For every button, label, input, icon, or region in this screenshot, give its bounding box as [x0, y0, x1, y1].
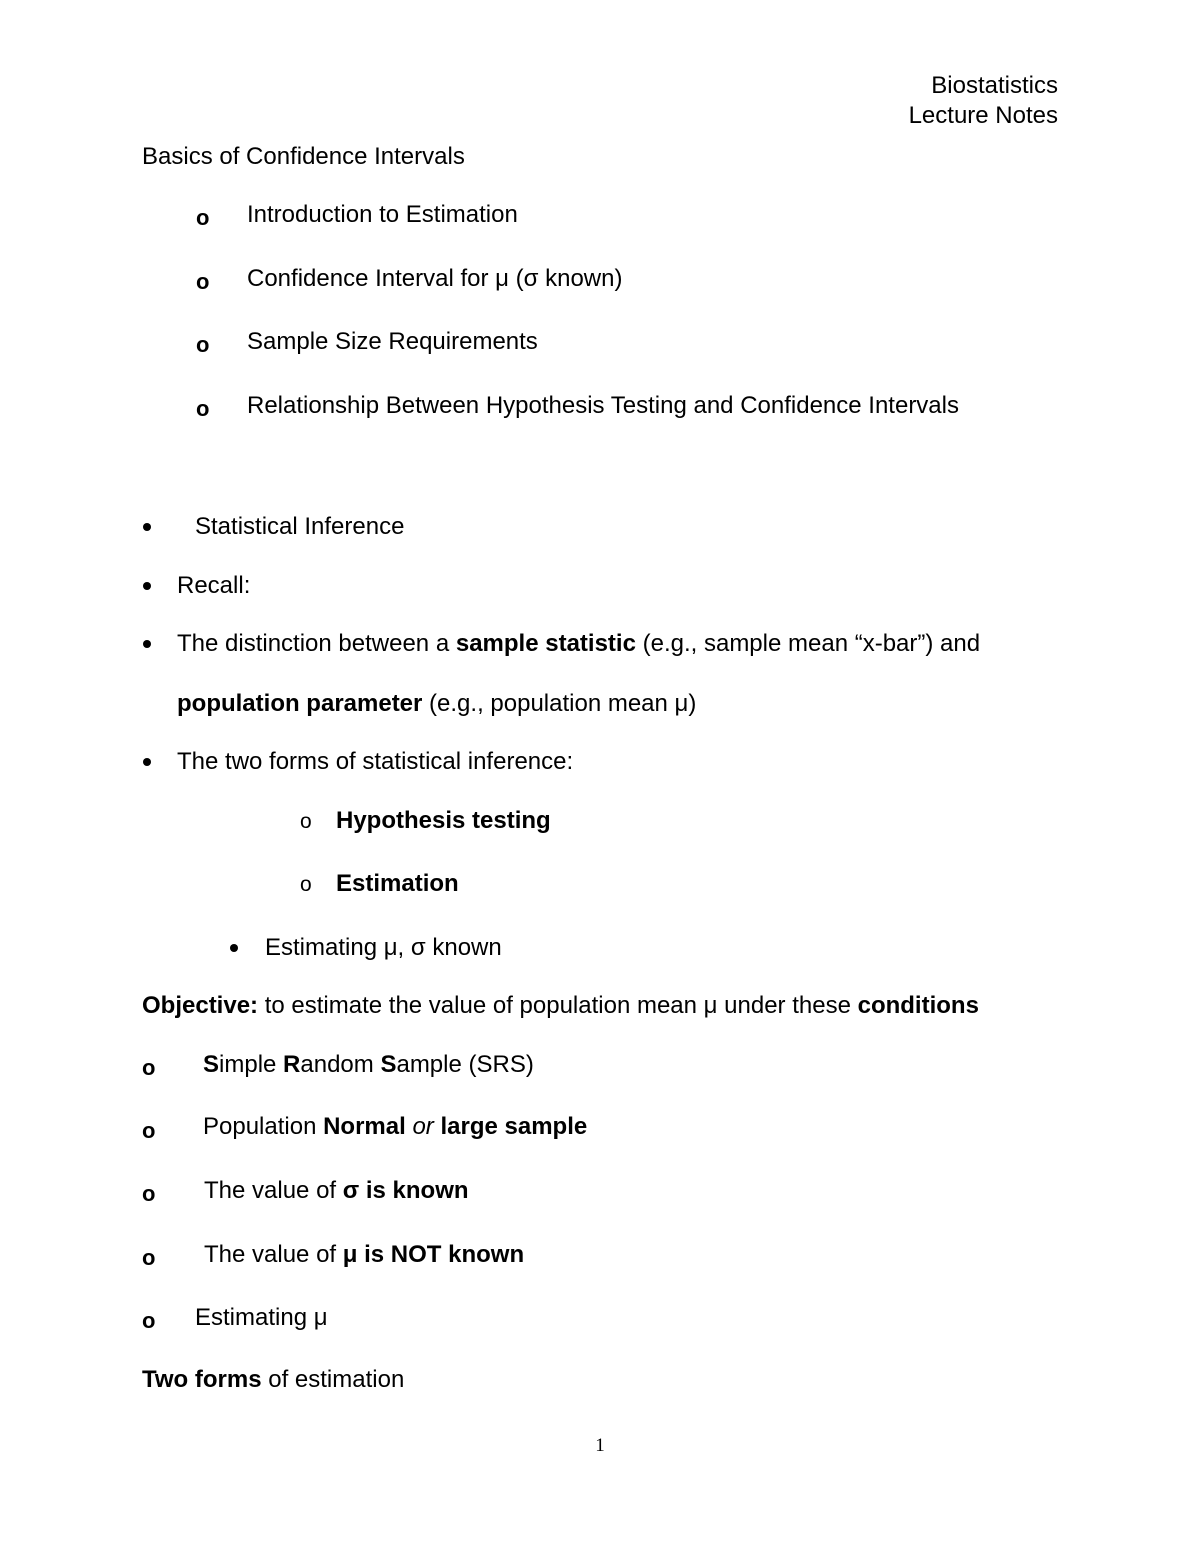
bullet-statistical-inference: Statistical Inference: [195, 513, 405, 540]
list-marker: o: [142, 1055, 156, 1080]
bullet-icon: [143, 582, 151, 590]
list-marker: o: [196, 332, 210, 357]
outline-item: Relationship Between Hypothesis Testing and Confidence Intervals: [247, 392, 959, 419]
form-hypothesis-testing: Hypothesis testing: [336, 807, 551, 834]
outline-item: Sample Size Requirements: [247, 328, 538, 355]
list-marker: o: [196, 269, 210, 294]
condition-normal: Population Normal or large sample: [203, 1113, 588, 1140]
list-marker: o: [196, 205, 210, 230]
bullet-icon: [143, 523, 151, 531]
condition-srs: Simple Random Sample (SRS): [203, 1051, 534, 1078]
list-marker: o: [142, 1245, 156, 1270]
outline-item: Confidence Interval for μ (σ known): [247, 265, 623, 292]
header-subtitle: Lecture Notes: [908, 102, 1058, 129]
list-marker: o: [142, 1118, 156, 1143]
list-marker: o: [196, 396, 210, 421]
condition-sigma-known: The value of σ is known: [204, 1177, 469, 1204]
outline-item: Introduction to Estimation: [247, 201, 518, 228]
page-title: Basics of Confidence Intervals: [142, 143, 465, 170]
two-forms-estimation: Two forms of estimation: [142, 1366, 405, 1393]
list-marker: o: [142, 1308, 156, 1333]
form-estimation: Estimation: [336, 870, 459, 897]
header-subject: Biostatistics: [931, 72, 1058, 99]
estimating-mu: Estimating μ: [195, 1304, 328, 1331]
bullet-icon: [143, 640, 151, 648]
page-number: 1: [595, 1435, 605, 1456]
bullet-distinction: The distinction between a sample statistic (e.g., sample mean “x-bar”) and: [177, 630, 981, 657]
bullet-distinction-continued: population parameter (e.g., population mean μ): [177, 690, 697, 717]
list-marker: o: [300, 873, 312, 896]
bullet-recall: Recall:: [177, 572, 251, 599]
list-marker: o: [300, 810, 312, 833]
condition-mu-unknown: The value of μ is NOT known: [204, 1241, 525, 1268]
list-marker: o: [142, 1181, 156, 1206]
bullet-estimating-mu-sigma: Estimating μ, σ known: [265, 934, 502, 961]
objective-line: Objective: to estimate the value of population mean μ under these conditions: [142, 992, 979, 1019]
bullet-icon: [230, 944, 238, 952]
bullet-icon: [143, 758, 151, 766]
bullet-two-forms-inference: The two forms of statistical inference:: [177, 748, 574, 775]
